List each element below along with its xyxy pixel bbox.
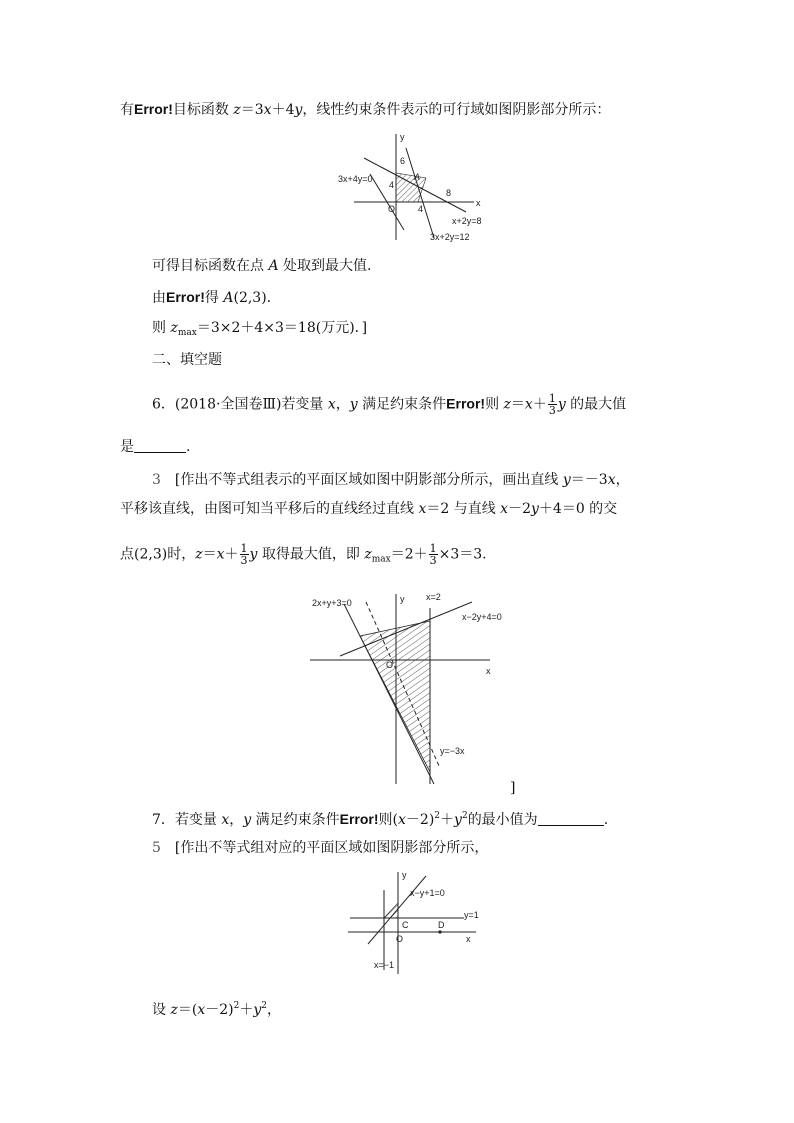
- text: 处取到最大值.: [278, 258, 372, 274]
- text: [作出不等式组表示的平面区域如图中阴影部分所示，画出直线: [174, 472, 563, 488]
- fraction: [548, 393, 557, 416]
- line-label: x=2: [426, 592, 441, 602]
- text: 取得最大值，即: [257, 546, 365, 563]
- axis-label: x: [486, 666, 491, 676]
- section-heading: 二、填空题: [152, 352, 222, 368]
- last-line: [152, 996, 281, 1020]
- error-marker: !: [373, 811, 379, 827]
- line-label: x−y+1=0: [410, 888, 445, 898]
- superscript: 2: [261, 1001, 267, 1011]
- denominator: 3: [429, 554, 437, 567]
- line-label: x+2y=8: [452, 216, 482, 226]
- point-label: C: [402, 920, 409, 930]
- text: 目标函数: [172, 102, 234, 118]
- question-7: [152, 806, 608, 830]
- numerator: 1: [240, 542, 248, 555]
- superscript: 2: [233, 1001, 240, 1011]
- feasible-region-figure-1: [334, 128, 494, 248]
- feasible-region-figure-2: [300, 588, 530, 794]
- text: 满足约束条件: [357, 396, 447, 413]
- text: ，: [615, 472, 630, 488]
- error-marker: Error: [134, 101, 169, 117]
- var: y: [531, 501, 539, 517]
- text: ＋: [440, 812, 455, 828]
- denominator: 3: [240, 554, 248, 567]
- text: ＝2＋: [390, 546, 428, 563]
- denominator: 3: [548, 404, 556, 417]
- text: 的最小值为: [467, 812, 538, 828]
- text: 设: [152, 1002, 171, 1018]
- text: －2: [508, 501, 531, 517]
- var: z: [233, 102, 241, 118]
- error-marker: Error: [339, 811, 374, 827]
- tick-label: 6: [400, 156, 406, 166]
- var: z: [503, 396, 511, 413]
- error-marker: Error: [166, 289, 201, 305]
- var: y: [243, 812, 252, 828]
- point-line: [152, 287, 271, 308]
- text: 满足约束条件: [251, 812, 340, 828]
- answer-value: 5: [152, 840, 161, 856]
- point-label: A: [414, 172, 421, 182]
- line-label: y=−3x: [440, 746, 465, 756]
- text: ＝3×2＋4×3＝18(万元)．]: [196, 320, 368, 336]
- line-label: x=−1: [374, 960, 395, 970]
- text: ＋4＝0 的交: [538, 501, 618, 517]
- var: y: [294, 102, 303, 118]
- text: ＝: [510, 396, 525, 413]
- question-6-cont: [120, 437, 190, 457]
- axis-label: x: [476, 198, 481, 208]
- text: 有: [120, 102, 134, 118]
- subscript: max: [177, 328, 197, 338]
- answer-6-line-1: [152, 470, 630, 490]
- line-label: 3x+4y=0: [338, 174, 373, 184]
- var: z: [170, 1002, 178, 1018]
- var: x: [500, 501, 509, 517]
- point-label: D: [438, 920, 445, 930]
- text: ＋: [224, 546, 239, 563]
- text: ＋: [532, 396, 547, 413]
- text: 平移该直线，由图可知当平移后的直线经过直线: [120, 501, 419, 517]
- text: 是: [120, 439, 134, 455]
- var: A: [223, 290, 234, 306]
- text: －2): [405, 812, 435, 828]
- var: x: [327, 396, 336, 413]
- numerator: 1: [548, 392, 556, 405]
- text: ，: [266, 1002, 281, 1018]
- origin-label: O: [388, 204, 396, 214]
- closing-bracket: ]: [510, 780, 516, 796]
- text: ＝(: [177, 1002, 198, 1018]
- text: ＝－3: [570, 472, 608, 488]
- var: z: [170, 320, 178, 336]
- var: y: [454, 812, 462, 828]
- origin-label: O: [386, 660, 394, 670]
- var: y: [349, 396, 358, 413]
- var: y: [249, 546, 258, 563]
- var: x: [216, 546, 225, 563]
- answer-6-line-2: [120, 499, 617, 519]
- line-label: 2x+y+3=0: [312, 598, 352, 608]
- var: y: [562, 472, 571, 488]
- var: x: [263, 102, 272, 118]
- text: 7．若变量: [152, 812, 222, 828]
- var: y: [253, 1002, 262, 1018]
- text: ，线性约束条件表示的可行域如图阴影部分所示：: [302, 102, 611, 118]
- text: 可得目标函数在点: [152, 258, 269, 274]
- answer-blank[interactable]: [538, 811, 604, 826]
- tick-label: 4: [418, 204, 424, 214]
- error-marker: !: [168, 101, 173, 117]
- text: 的最大值: [565, 396, 627, 413]
- var: z: [364, 546, 372, 563]
- line-label: y=1: [464, 910, 479, 920]
- max-line: [152, 318, 367, 343]
- text: ＝2 与直线: [426, 501, 501, 517]
- origin-label: O: [396, 934, 404, 944]
- error-marker: !: [200, 289, 205, 305]
- var: x: [524, 396, 533, 413]
- shaded-region: [384, 903, 398, 918]
- text: ，: [335, 396, 350, 413]
- superscript: 2: [434, 811, 441, 821]
- text: ×3＝3.: [438, 546, 487, 563]
- var: y: [557, 396, 566, 413]
- axis-label: y: [400, 594, 405, 604]
- text: [作出不等式组对应的平面区域如图阴影部分所示，: [174, 840, 489, 856]
- axis-label: y: [402, 870, 407, 880]
- var: z: [195, 546, 203, 563]
- text: 则: [485, 396, 504, 413]
- axis-label: y: [400, 132, 405, 142]
- var: x: [398, 812, 406, 828]
- superscript: 2: [461, 811, 468, 821]
- text: 由: [152, 290, 166, 306]
- fraction: [429, 543, 438, 566]
- axis-label: x: [466, 934, 471, 944]
- var: A: [268, 258, 279, 274]
- numerator: 1: [429, 542, 437, 555]
- intro-line: [120, 99, 610, 120]
- text: 则: [152, 320, 171, 336]
- question-6: [152, 393, 626, 416]
- text: (2,3).: [233, 290, 272, 306]
- text: －2): [205, 1002, 234, 1018]
- text: ＝3: [240, 102, 264, 118]
- tick-label: 8: [446, 188, 452, 198]
- answer-6-line-3: [120, 543, 487, 570]
- line-label: x−2y+4=0: [462, 612, 502, 622]
- var: x: [418, 501, 427, 517]
- text: .: [186, 439, 191, 455]
- answer-value: 3: [152, 472, 161, 488]
- text: 6．(2018·全国卷Ⅲ)若变量: [152, 396, 328, 413]
- text: 得: [204, 290, 224, 306]
- var: x: [221, 812, 230, 828]
- line-label: 3x+2y=12: [430, 232, 470, 242]
- text: ＝: [202, 546, 217, 563]
- text: 点(2,3)时，: [120, 546, 196, 563]
- text: 则(: [378, 812, 399, 828]
- feasible-region-figure-3: [340, 866, 490, 978]
- error-marker: !: [480, 395, 486, 412]
- text: ，: [229, 812, 244, 828]
- point-D: [438, 930, 441, 933]
- answer-blank[interactable]: [134, 438, 186, 453]
- subscript: max: [371, 554, 391, 565]
- text: ＋: [239, 1002, 254, 1018]
- text: ＋4: [271, 102, 295, 118]
- var: x: [197, 1002, 206, 1018]
- answer-7-line-1: [152, 838, 488, 858]
- var: x: [607, 472, 616, 488]
- error-marker: Error: [446, 395, 481, 412]
- tick-label: 4: [389, 180, 395, 190]
- line-x-2y-8: [364, 158, 466, 212]
- text: .: [603, 812, 609, 828]
- conclusion-line: [152, 256, 371, 276]
- fraction: [240, 543, 249, 566]
